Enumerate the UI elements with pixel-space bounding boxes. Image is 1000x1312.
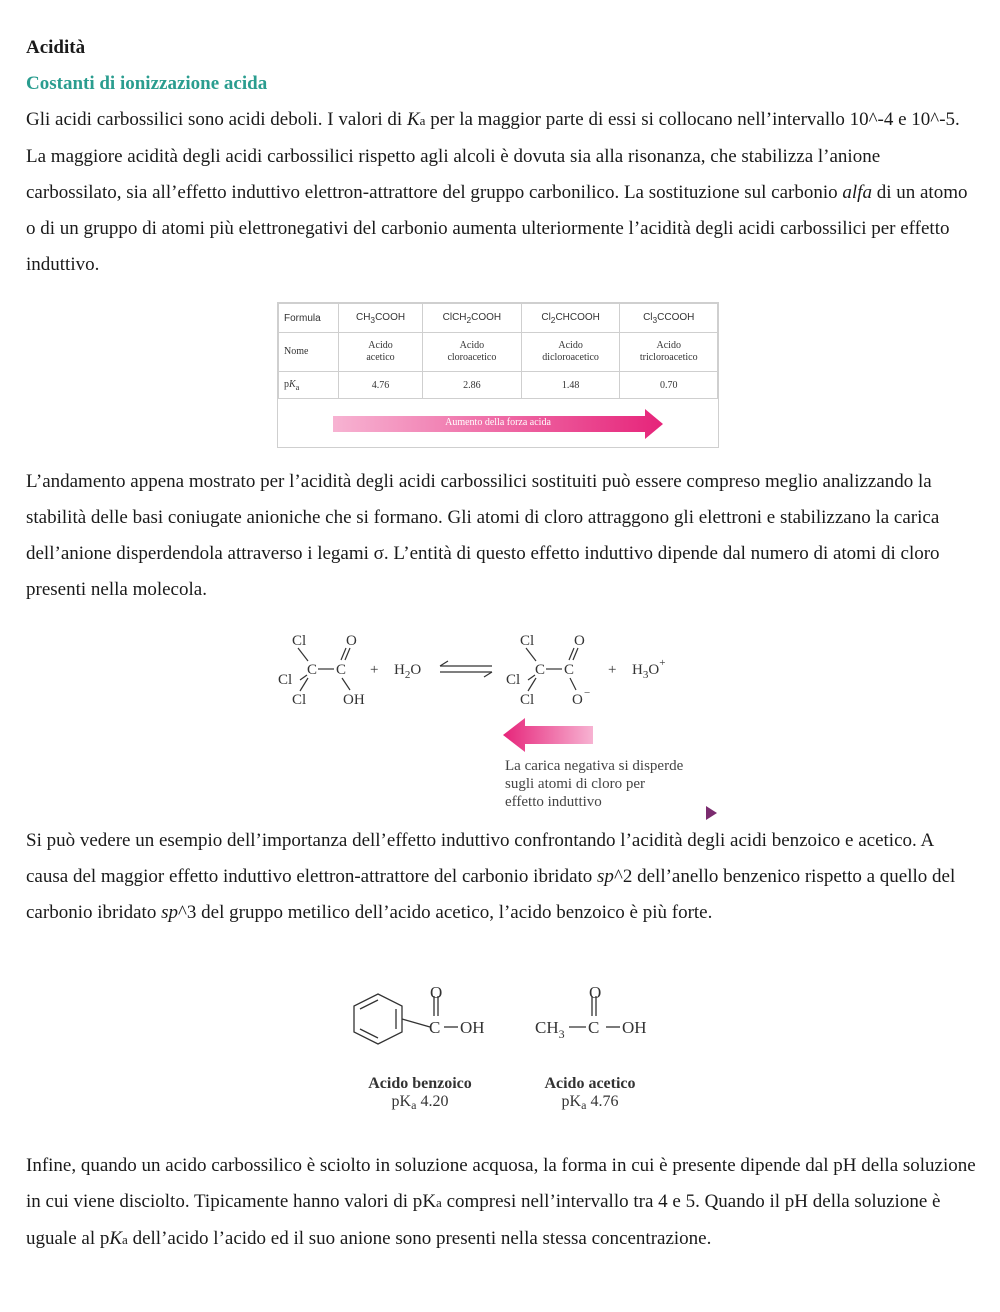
svg-text:C: C xyxy=(535,662,546,678)
compound-benzoic xyxy=(350,1075,490,1111)
pka-cell: 1.48 xyxy=(521,372,620,399)
document xyxy=(26,30,976,283)
play-marker-icon xyxy=(706,806,718,820)
svg-text:C: C xyxy=(307,662,318,678)
svg-text:H3O+: $H_3O^+$ xyxy=(632,657,666,681)
svg-text:O: O xyxy=(574,633,585,649)
section-heading: Acidità xyxy=(26,37,86,58)
compound-acetic xyxy=(520,1075,660,1111)
paragraph-block-4 xyxy=(26,1148,976,1258)
acidity-table xyxy=(278,303,718,399)
paragraph-block-3 xyxy=(26,823,976,931)
cl-label: Cl xyxy=(292,633,307,649)
reaction-scheme xyxy=(270,628,730,728)
reaction-caption: La carica negativa si disperde sugli atomi di cloro per effetto induttivo xyxy=(505,758,684,810)
pka-cell: 0.70 xyxy=(620,372,718,399)
arrow-label: Aumento della forza acida xyxy=(445,417,551,428)
svg-text:O: O xyxy=(346,633,357,649)
row-label-pka: $pK_a$ xyxy=(279,372,339,399)
acid-strength-arrow xyxy=(333,409,663,439)
svg-text:O: O xyxy=(589,983,602,1002)
paragraph-ph: Infine, quando un acido carbossilico è sciolto in soluzione acquosa, la forma in cui è presente dipende dal pH della soluzione in cui viene disciolto. Tipicamente hanno valori di pKa compresi nell’intervallo tra 4 e 5. Quando il pH della soluzione è uguale al pKa dell’acido l’acido ed il suo anione sono presenti nella stessa concentrazione. xyxy=(26,1155,976,1249)
acid-structures xyxy=(340,982,670,1062)
benzene-ring xyxy=(354,994,402,1044)
formula-cell: $Cl_3CCOOH$ xyxy=(620,304,718,333)
svg-text:+: + xyxy=(608,662,617,678)
paragraph-inductive: Si può vedere un esempio dell’importanza dell’effetto induttivo confrontando l’acidità degli acidi benzoico e acetico. A causa del maggior effetto induttivo elettron-attrattore del carbonio ibridato sp^2 dell’anello benzenico rispetto a quello del carbonio ibridato sp^3 del gruppo metilico dell’acido acetico, l’acido benzoico è più forte. xyxy=(26,830,956,923)
paragraph-chlorine: L’andamento appena mostrato per l’acidità degli acidi carbossilici sostituiti può essere compreso meglio analizzando la stabilità delle basi coniugate anioniche che si formano. Gli atomi di cloro attraggono gli elettroni e stabilizzano la carica dell’anione disperdendola attraverso i legami σ. L’entità di questo effetto induttivo dipende dal numero di atomi di cloro presenti nella molecola. xyxy=(26,471,940,600)
row-label-name: Nome xyxy=(279,333,339,372)
name-cell: Acido acetico xyxy=(339,333,423,372)
svg-text:+: + xyxy=(370,662,379,678)
name-cell: Acido dicloroacetico xyxy=(521,333,620,372)
svg-text:Cl: Cl xyxy=(292,692,307,708)
compound-pka: pKa 4.20 xyxy=(391,1093,449,1112)
svg-text:C: C xyxy=(564,662,575,678)
formula-cell: $Cl_2CHCOOH$ xyxy=(521,304,620,333)
formula-cell: ClCH$_2$COOH xyxy=(423,304,522,333)
paragraph-intro: Gli acidi carbossilici sono acidi deboli. I valori di Ka per la maggior parte di essi si collocano nell’intervallo 10^-4 e 10^-5. La maggiore acidità degli acidi carbossilici rispetto agli alcoli è dovuta sia alla risonanza, che stabilizza l’anione carbossilato, sia all’effetto induttivo elettron-attrattore del gruppo carbonilico. La sostituzione sul carbonio alfa di un atomo o di un gruppo di atomi più elettronegativi del carbonio aumenta ulteriormente l’acidità degli acidi carbossilici per effetto induttivo. xyxy=(26,109,968,275)
name-cell: Acido tricloroacetico xyxy=(620,333,718,372)
svg-text:Cl: Cl xyxy=(520,692,535,708)
svg-text:OH: OH xyxy=(622,1018,647,1037)
name-cell: Acido cloroacetico xyxy=(423,333,522,372)
svg-text:O: O xyxy=(430,983,443,1002)
svg-text:O: O xyxy=(572,692,583,708)
svg-text:OH: OH xyxy=(343,692,365,708)
pka-cell: 4.76 xyxy=(339,372,423,399)
paragraph-block-2 xyxy=(26,464,976,608)
subsection-heading: Costanti di ionizzazione acida xyxy=(26,73,268,94)
svg-text:Cl: Cl xyxy=(520,633,535,649)
arrow-left-icon xyxy=(503,718,593,752)
svg-text:−: − xyxy=(584,687,591,699)
pka-cell: 2.86 xyxy=(423,372,522,399)
svg-text:Cl: Cl xyxy=(278,672,293,688)
formula-cell: $CH_3COOH$ xyxy=(339,304,423,333)
svg-text:C: C xyxy=(336,662,347,678)
row-label-formula: Formula xyxy=(279,304,339,333)
svg-text:OH: OH xyxy=(460,1018,485,1037)
svg-text:CH3: $CH_3$ xyxy=(535,1018,565,1041)
svg-text:H2O: $H_2O$ xyxy=(394,662,422,681)
svg-text:Cl: Cl xyxy=(506,672,521,688)
svg-text:C: C xyxy=(429,1018,441,1037)
acidity-table-figure xyxy=(277,302,719,448)
compound-name: Acido benzoico xyxy=(368,1075,472,1092)
svg-text:C: C xyxy=(588,1018,600,1037)
compound-pka: pKa 4.76 xyxy=(561,1093,619,1112)
compound-name: Acido acetico xyxy=(544,1075,636,1092)
